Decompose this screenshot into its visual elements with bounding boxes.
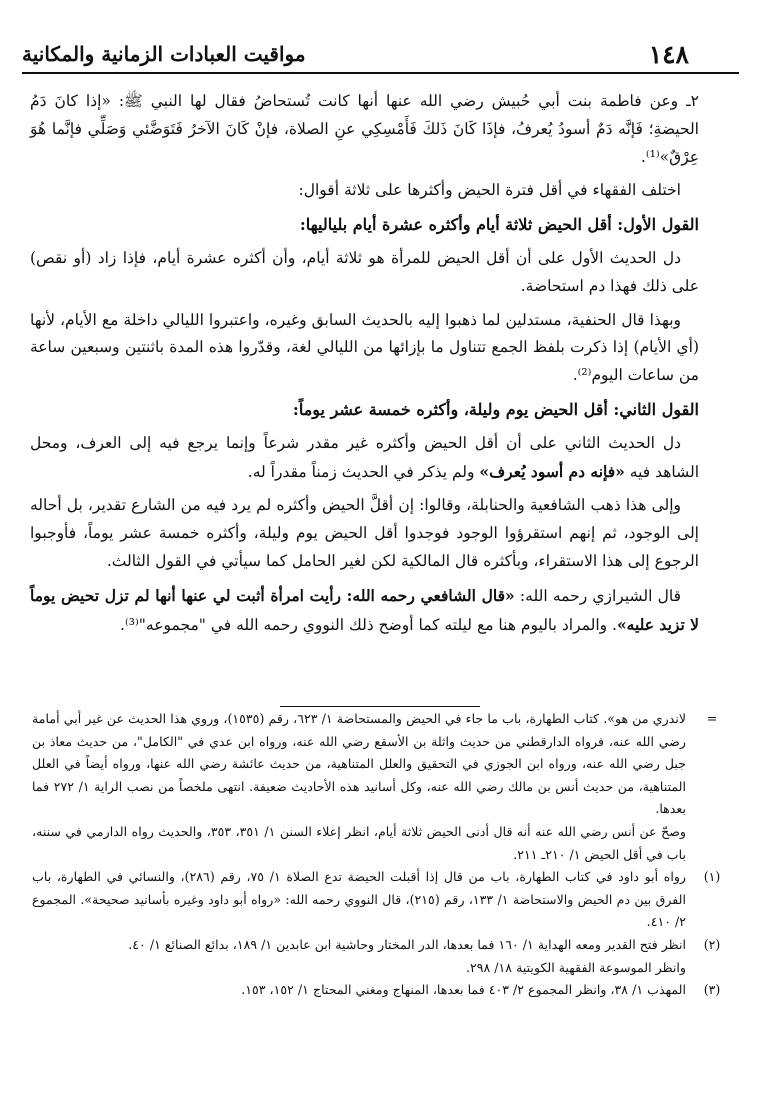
footnote-text: انظر فتح القدير ومعه الهداية ١/ ١٦٠ فما بعدها، الدر المختار وحاشية ابن عابدين ١/ ١٨٩، بدائع الصنائع ١/ ٤٠. xyxy=(128,936,686,952)
text: . والمراد باليوم هنا مع ليلته كما أوضح ذلك النووي رحمه الله في "مجموعه"⁽³⁾. xyxy=(120,615,617,634)
text: ولم يذكر في الحديث زمناً مقدراً له. xyxy=(247,462,480,481)
footnote-2 xyxy=(32,934,726,979)
footnote-1 xyxy=(32,866,726,934)
quote: «فإنه دم أسود يُعرف» xyxy=(479,461,625,481)
paragraph-hadith-2: ٢ـ وعن فاطمة بنت أبي حُبيش رضي الله عنها أنها كانت تُستحاضُ فقال لها النبي ﷺ: «إذا كانَ دَمُ الحيضةِ؛ فَإنَّه دَمٌ أسودُ يُعرفُ، فإذَا كَانَ ذَلكَ فَأَمْسِكِي عنِ الصلاة، فإنْ كَانَ الآخرُ فَتَوَضَّئي وَصَلِّي فإنَّما هُوَ عِرْقٌ»⁽¹⁾. xyxy=(30,92,699,166)
paragraph-shafii: وإلى هذا ذهب الشافعية والحنابلة، وقالوا: إن أقلَّ الحيض وأكثره لم يرد فيه من الشارع تقدير، بل أحاله إلى الوجود، ثم إنهم استقرؤوا الوجود فوجدوا أقل الحيض يوم وليلة، وأكثره خمسة عشر يوماً، فأوجبوا الرجوع إلى هذا الاستقراء، وبأكثره قال المالكية لكن لغير الحامل كما سيأتي في القول الثالث. xyxy=(30,496,699,570)
running-header xyxy=(22,38,739,74)
footnote-3 xyxy=(32,979,726,1002)
footnote-text: المهذب ١/ ٣٨، وانظر المجموع ٢/ ٤٠٣ فما بعدها، المنهاج ومغني المحتاج ١/ ١٥٢، ١٥٣. xyxy=(241,982,686,998)
footnote-text: وانظر الموسوعة الفقهية الكويتية ١٨/ ٢٩٨. xyxy=(465,959,686,975)
footnote-text: لاندري من هو». كتاب الطهارة، باب ما جاء في الحيض والمستحاضة ١/ ٦٢٣، رقم (١٥٣٥)، وروي هذا الحديث عن غير أبي أمامة رضي الله عنه، فرواه الدارقطني من حديث واثلة بن الأسقع رضي الله عنه، ورواه ابن عدي في "الكامل"، من حديث معاذ بن جبل رضي الله عنه، ورواه ابن الجوزي في التحقيق والعلل المتناهية، من حديث عائشة رضي الله عنها، ورواه أيضاً في العلل المتناهية، من حديث أنس بن مالك رضي الله عنه، وكل أسانيد هذه الأحاديث ضعيفة. انتهى ملخصاً من نصب الراية ١/ ٢٧٢ فما بعدها. xyxy=(32,711,687,817)
footnote-marker: (٣) xyxy=(703,982,721,998)
paragraph-hanafi: وبهذا قال الحنفية، مستدلين لما ذهبوا إليه بالحديث السابق وغيره، واعتبروا الليالي داخلة مع الأيام، لأنها (أي الأيام) إذا ذكرت بلفظ الجمع تتناول ما بإزائها من الليالي لغة، وقدّروا هذه المدة باثنتين وسبعين ساعة من ساعات اليوم⁽²⁾. xyxy=(30,310,699,385)
paragraph-second-opinion xyxy=(30,430,699,487)
footnote-marker: (٢) xyxy=(703,936,721,952)
text: دل الحديث الثاني على أن أقل الحيض وأكثره غير مقدر شرعاً وإنما يرجع فيه إلى العرف، ومحل الشاهد فيه xyxy=(30,433,699,481)
footnote-text: وصحّ عن أنس رضي الله عنه أنه قال أدنى الحيض ثلاثة أيام، انظر إعلاء السنن ١/ ٣٥١، ٣٥٣، والحديث رواه الدارمي في سننه، باب في أقل الحيض ١/ ٢١٠ـ ٢١١. xyxy=(32,823,686,862)
running-title: مواقيت العبادات الزمانية والمكانية xyxy=(22,42,306,66)
main-text xyxy=(30,88,699,645)
footnote-marker: = xyxy=(706,711,718,726)
page-number: ١٤٨ xyxy=(648,40,689,69)
text: قال الشيرازي رحمه الله: xyxy=(514,586,681,605)
paragraph-intro: اختلف الفقهاء في أقل فترة الحيض وأكثرها على ثلاثة أقوال: xyxy=(298,181,681,200)
footnote-continuation xyxy=(32,708,726,866)
heading-first-opinion: القول الأول: أقل الحيض ثلاثة أيام وأكثره عشرة أيام بلياليها: xyxy=(299,215,699,235)
paragraph-first-opinion: دل الحديث الأول على أن أقل الحيض للمرأة هو ثلاثة أيام، وأن أكثره عشرة أيام، فإذا زاد (أو نقص) على ذلك فهذا دم استحاضة. xyxy=(30,248,699,295)
footnote-separator xyxy=(280,706,480,707)
paragraph-shirazi xyxy=(30,582,699,640)
footnote-text: رواه أبو داود في كتاب الطهارة، باب من قال إذا أقبلت الحيضة تدع الصلاة ١/ ٧٥، رقم (٢٨٦)، والنسائي في الطهارة، باب الفرق بين دم الحيض والاستحاضة ١/ ١٣٣، رقم (٢١٥)، قال النووي رحمه الله: «رواه أبو داود وغيره بأسانيد صحيحة». المجموع ٢/ ٤١٠. xyxy=(32,869,687,930)
quote: «قال الشافعي رحمه الله: رأيت امرأة أثبت لي عنها أنها لم تزل تحيض يوماً لا تزيد عليه» xyxy=(30,585,699,634)
footnote-marker: (١) xyxy=(703,869,721,885)
footnotes xyxy=(32,708,726,1002)
heading-second-opinion: القول الثاني: أقل الحيض يوم وليلة، وأكثره خمسة عشر يوماً: xyxy=(292,399,699,419)
